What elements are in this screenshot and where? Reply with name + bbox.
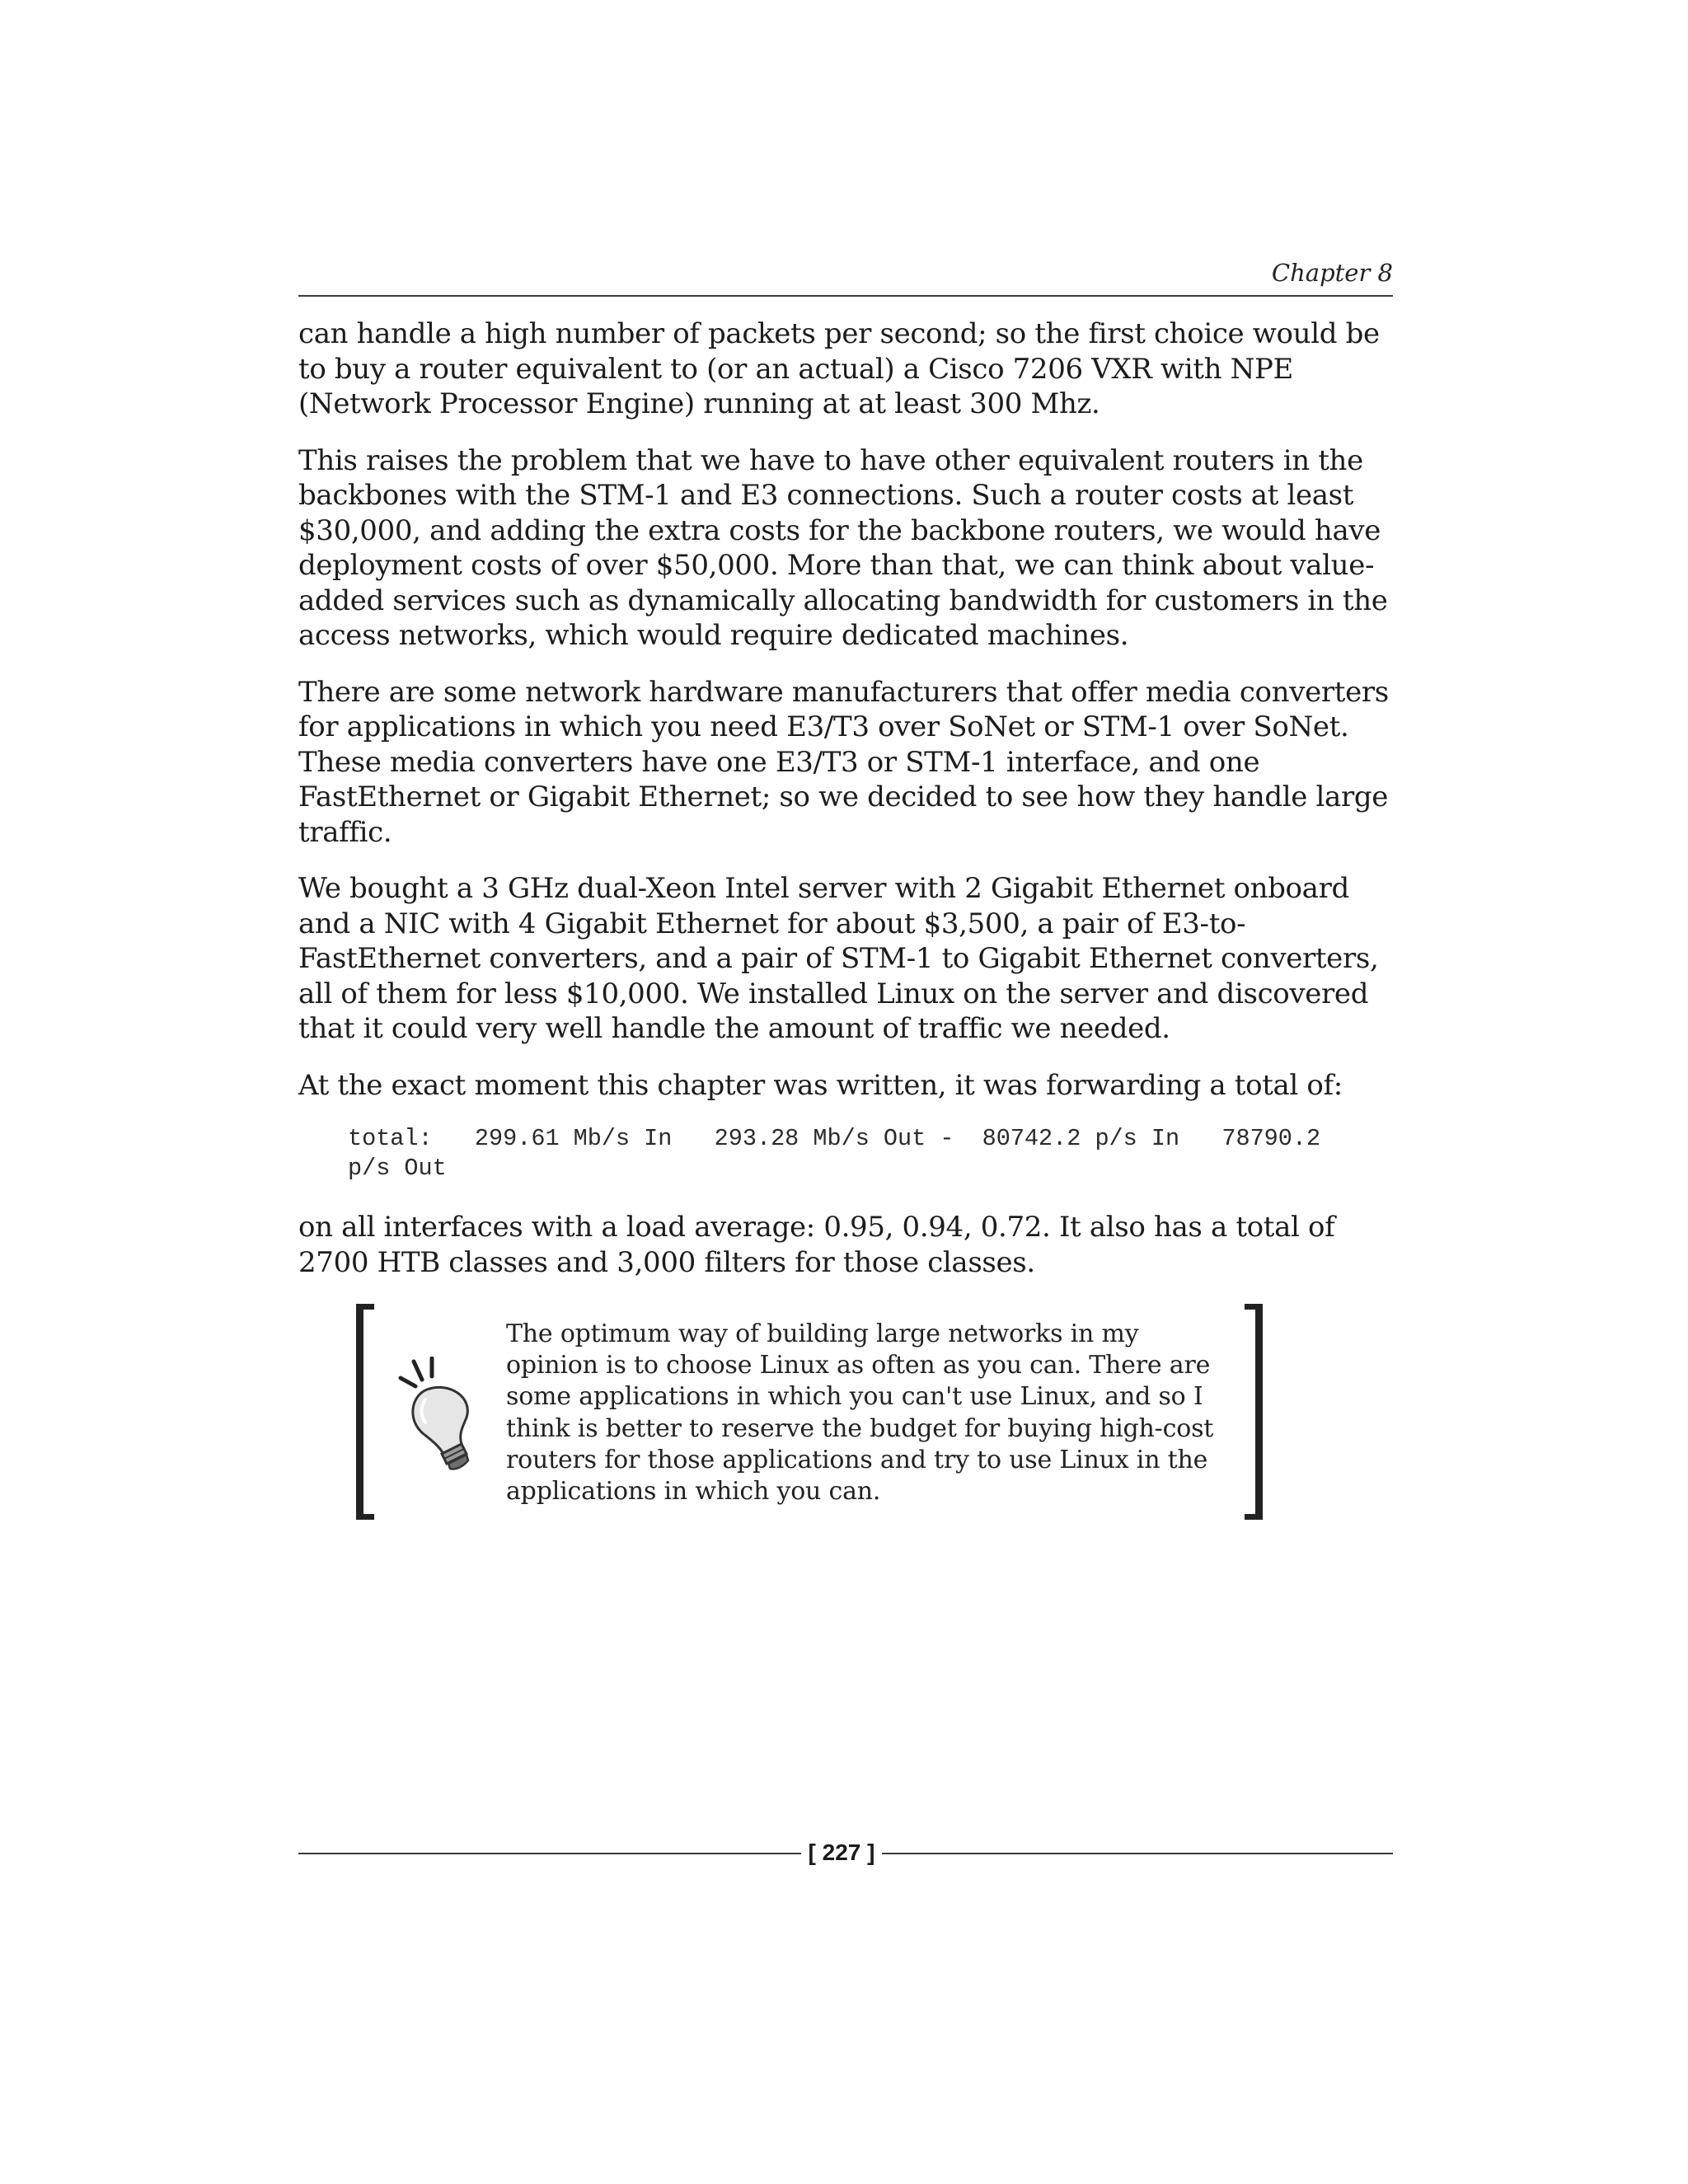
tip-box	[356, 1304, 1263, 1520]
paragraph: We bought a 3 GHz dual-Xeon Intel server with 2 Gigabit Ethernet onboard and a NIC with 4 Gigabit Ethernet for about $3,500, a pair of E3-to-FastEthernet converters, and a pair of STM-1 to Gigabit Ethernet converters, all of them for less $10,000. We installed Linux on the server and discovered that it could very well handle the amount of traffic we needed.	[298, 872, 1379, 1045]
chapter-label: Chapter 8	[1271, 259, 1393, 287]
page-footer	[298, 1836, 1393, 1869]
right-bracket	[1245, 1304, 1263, 1520]
paragraph: This raises the problem that we have to have other equivalent routers in the backbones with the STM-1 and E3 connections. Such a router costs at least $30,000, and adding the extra costs for the backbone routers, we would have deployment costs of over $50,000. More than that, we can think about value-added services such as dynamically allocating bandwidth for customers in the access networks, which would require dedicated machines.	[298, 443, 1388, 652]
code-block: total: 299.61 Mb/s In 293.28 Mb/s Out - 80742.2 p/s In 78790.2 p/s Out	[348, 1125, 1321, 1182]
main-content	[298, 316, 1401, 1301]
paragraph: on all interfaces with a load average: 0.95, 0.94, 0.72. It also has a total of 2700 HTB classes and 3,000 filters for those classes.	[298, 1211, 1335, 1279]
footer-rule-left	[298, 1853, 801, 1854]
page-number: [ 227 ]	[808, 1840, 875, 1865]
footer-rule-right	[882, 1853, 1393, 1854]
tip-text: The optimum way of building large networks in my opinion is to choose Linux as often as you can. There are some applications in which you can't use Linux, and so I think is better to reserve the budget for buying high-cost routers for those applications and try to use Linux in the applications in which you can.	[506, 1319, 1214, 1507]
lightbulb-icon	[392, 1357, 491, 1472]
running-header	[298, 257, 1393, 297]
left-bracket	[356, 1304, 374, 1520]
paragraph: There are some network hardware manufacturers that offer media converters for applications in which you need E3/T3 over SoNet or STM-1 over SoNet. These media converters have one E3/T3 or STM-1 interface, and one FastEthernet or Gigabit Ethernet; so we decided to see how they handle large traffic.	[298, 675, 1389, 849]
paragraph: At the exact moment this chapter was written, it was forwarding a total of:	[298, 1068, 1343, 1102]
paragraph: can handle a high number of packets per second; so the first choice would be to buy a router equivalent to (or an actual) a Cisco 7206 VXR with NPE (Network Processor Engine) running at at least 300 Mhz.	[298, 317, 1380, 420]
